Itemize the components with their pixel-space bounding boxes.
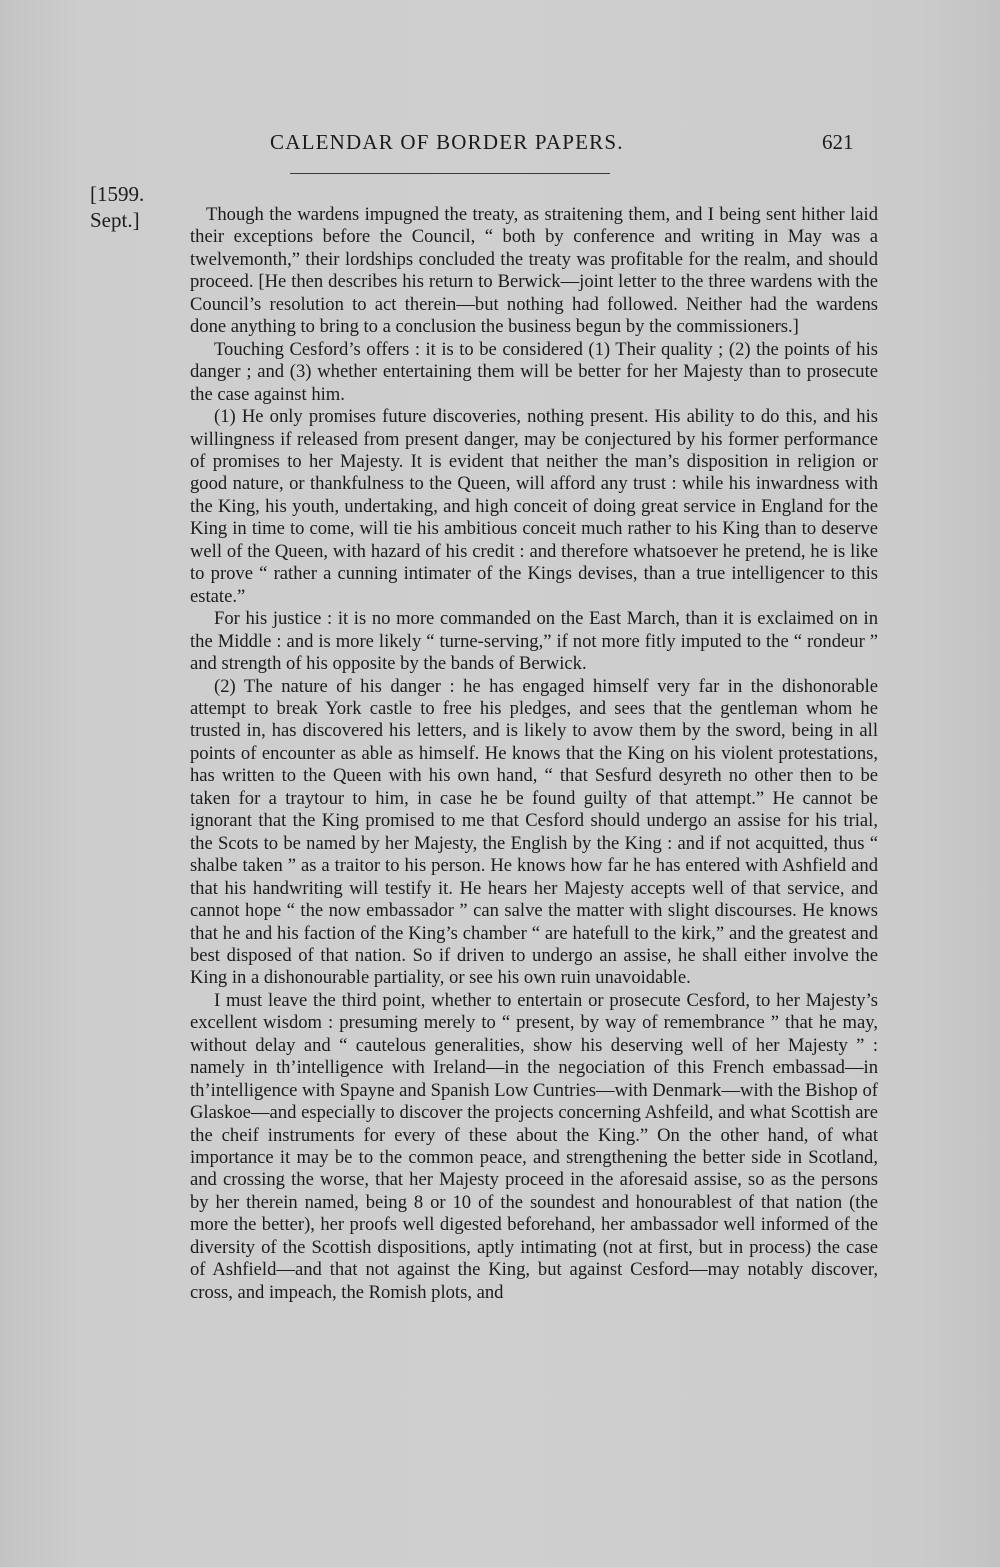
page-number: 621 (822, 130, 854, 154)
paragraph: Touching Cesford’s offers : it is to be considered (1) Their quality ; (2) the points of his danger ; and (3) whether entertaining them will be better for her Majesty than to prosecute the case against him. (190, 338, 878, 405)
running-title: CALENDAR OF BORDER PAPERS. (270, 130, 624, 154)
paragraph: (2) The nature of his danger : he has engaged himself very far in the dishonorable attempt to break York castle to free his pledges, and sees that the gentleman whom he trusted in, has discovered his letters, and is likely to avow them by the sword, being in all points of encounter as able as himself. He knows that the King on his violent protestations, has written to the Queen with his own hand, “ that Sesfurd desyreth no other then to be taken for a traytour to him, in case he be found guilty of that attempt.” He cannot be ignorant that the King promised to me that Cesford should undergo an assise for his trial, the Scots to be named by her Majesty, the English by the King : and if not acquitted, thus “ shalbe taken ” as a traitor to his person. He knows how far he has entered with Ashfield and that his handwriting will testify it. He hears her Majesty accepts well of that service, and cannot hope “ the now embassador ” can salve the matter with slight discourses. He knows that he and his faction of the King’s chamber “ are hatefull to the kirk,” and the greatest and best disposed of that nation. So if driven to undergo an assise, he shall either involve the King in a dishonourable partiality, or see his own ruin unavoidable. (190, 675, 878, 989)
margin-year: [1599. (90, 182, 145, 206)
margin-month: Sept.] (90, 208, 140, 232)
paragraph: Though the wardens impugned the treaty, as straitening them, and I being sent hither laid their exceptions before the Council, “ both by conference and writing in May was a twelvemonth,” their lordships concluded the treaty was profitable for the realm, and should proceed. [He then describes his return to Berwick—joint letter to the three wardens with the Council’s resolution to act therein—but nothing had followed. Neither had the wardens done anything to bring to a conclusion the business begun by the commissioners.] (190, 204, 878, 338)
margin-date (90, 181, 144, 233)
paragraph: I must leave the third point, whether to entertain or prosecute Cesford, to her Majesty’s excellent wisdom : presuming merely to “ present, by way of remembrance ” that he may, without delay and “ cautelous generalities, show his deserving well of her Majesty ” : namely in th’intelligence with Ireland—in the negociation of this French embassad—in th’intelligence with Spayne and Spanish Low Cuntries—with Denmark—with the Bishop of Glaskoe—and especially to discover the projects concerning Ashfeild, and what Scottish are the cheif instruments for every of these about the King.” On the other hand, of what importance it may be to the common peace, and strengthening the better side in Scotland, and crossing the worse, that her Majesty proceed in the aforesaid assise, so as the persons by her therein named, being 8 or 10 of the soundest and honourablest of that nation (the more the better), her proofs well digested beforehand, her ambassador well informed of the diversity of the Scottish dispositions, aptly intimating (not at first, but in process) the case of Ashfield—and that not against the King, but against Cesford—may notably discover, cross, and impeach, the Romish plots, and (190, 989, 878, 1303)
body-text (190, 204, 878, 1304)
paragraph: For his justice : it is no more commanded on the East March, than it is exclaimed on in the Middle : and is more likely “ turne-serving,” if not more fitly imputed to the “ rondeur ” and strength of his opposite by the bands of Berwick. (190, 608, 878, 675)
paragraph: (1) He only promises future discoveries, nothing present. His ability to do this, and his willingness if released from present danger, may be conjectured by his former performance of promises to her Majesty. It is evident that neither the man’s disposition in religion or good nature, or thankfulness to the Queen, will afford any trust : while his inwardness with the King, his youth, undertaking, and high conceit of doing great service in England for the King in time to come, will tie his ambitious conceit much rather to his King than to deserve well of the Queen, with hazard of his credit : and therefore whatsoever he pretend, he is like to prove “ rather a cunning intimater of the Kings devises, than a true intelligencer to this estate.” (190, 406, 878, 607)
header-rule (290, 173, 610, 174)
